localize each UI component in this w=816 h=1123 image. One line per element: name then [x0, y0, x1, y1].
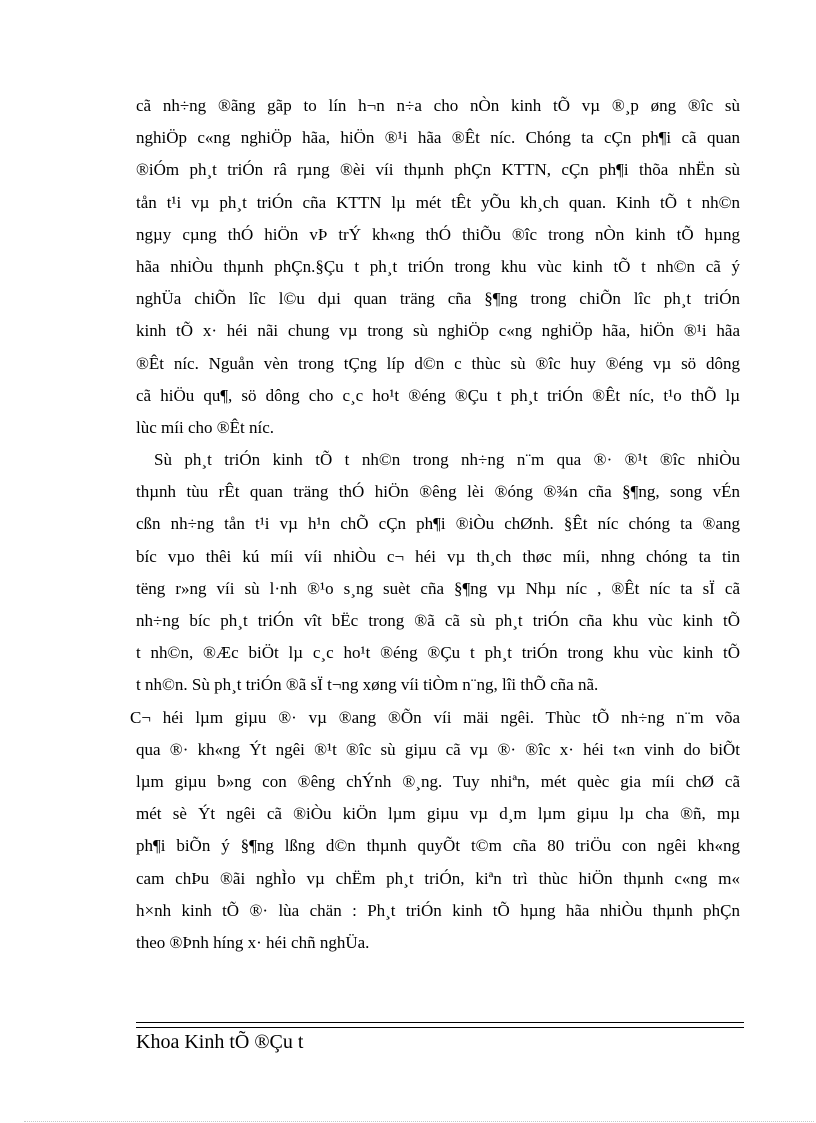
text-line: thµnh tùu rÊt quan träng thÓ hiÖn ®êng lèi ®óng ®¾n cña §¶ng, song vÉn — [136, 482, 740, 502]
text-line: cßn nh÷ng tån t¹i vµ h¹n chÕ cÇn ph¶i ®iÒu chØnh. §Êt níc chóng ta ®ang — [136, 514, 740, 534]
text-line: theo ®Þnh híng x· héi chñ nghÜa. — [136, 932, 370, 952]
text-line: lùc míi cho ®Êt níc. — [136, 417, 275, 437]
text-line: mét sè Ýt ngêi cã ®iÒu kiÖn lµm giµu vµ d¸m lµm giµu lµ cha ®ñ, mµ — [136, 804, 740, 824]
text-line: tëng r»ng víi sù l·nh ®¹o s¸ng suèt cña §¶ng vµ Nhµ níc , ®Êt níc ta sÏ cã — [136, 578, 740, 598]
text-line: lµm giµu b»ng con ®êng chÝnh ®¸ng. Tuy nhiªn, mét quèc gia míi chØ cã — [136, 771, 740, 791]
text-line: nh÷ng bíc ph¸t triÓn vît bËc trong ®ã cã sù ph¸t triÓn cña khu vùc kinh tÕ — [136, 611, 740, 630]
text-line: tån t¹i vµ ph¸t triÓn cña KTTN lµ mét tÊt yÕu kh¸ch quan. Kinh tÕ t nh©n — [136, 192, 740, 212]
text-line: nghÜa chiÕn lîc l©u dµi quan träng cña §¶ng trong chiÕn lîc ph¸t triÓn — [136, 289, 740, 309]
page-footer: Khoa Kinh tÕ ®Çu t — [136, 1031, 304, 1053]
text-line: kinh tÕ x· héi nãi chung vµ trong sù nghiÖp c«ng nghiÖp hãa, hiÖn ®¹i hãa — [136, 321, 740, 341]
text-line: cam chÞu ®ãi nghÌo vµ chËm ph¸t triÓn, kiªn trì thùc hiÖn thµnh c«ng m« — [136, 868, 740, 888]
text-line: cã nh÷ng ®ãng gãp to lín h¬n n÷a cho nÒn kinh tÕ vµ ®¸p øng ®îc sù — [136, 96, 740, 115]
text-line: h×nh kinh tÕ ®· lùa chän : Ph¸t triÓn kinh tÕ hµng hãa nhiÒu thµnh phÇn — [136, 900, 740, 920]
text-line: ngµy cµng thÓ hiÖn vÞ trÝ kh«ng thÓ thiÕu ®îc trong nÒn kinh tÕ hµng — [136, 224, 740, 244]
text-line: qua ®· kh«ng Ýt ngêi ®¹t ®îc sù giµu cã vµ ®· ®îc x· héi t«n vinh do biÕt — [136, 739, 740, 759]
text-line: Sù ph¸t triÓn kinh tÕ t nh©n trong nh÷ng n¨m qua ®· ®¹t ®îc nhiÒu — [154, 450, 740, 470]
text-line: ®iÓm ph¸t triÓn râ rµng ®èi víi thµnh phÇn KTTN, cÇn ph¶i thõa nhËn sù — [136, 160, 740, 180]
text-line: ph¶i biÕn ý §¶ng lßng d©n thµnh quyÕt t©m cña 80 triÖu con ngêi kh«ng — [136, 836, 740, 856]
text-line: cã hiÖu qu¶, sö dông cho c¸c ho¹t ®éng ®Çu t ph¸t triÓn ®Êt níc, t¹o thÕ lµ — [136, 385, 740, 405]
page-edge-divider — [24, 1121, 814, 1122]
text-line: hãa nhiÒu thµnh phÇn.§Çu t ph¸t triÓn trong khu vùc kinh tÕ t nh©n cã ý — [136, 256, 740, 276]
text-line: C¬ héi lµm giµu ®· vµ ®ang ®Õn víi mäi ngêi. Thùc tÕ nh÷ng n¨m võa — [130, 707, 740, 727]
text-line: t nh©n, ®Æc biÖt lµ c¸c ho¹t ®éng ®Çu t ph¸t triÓn trong khu vùc kinh tÕ — [136, 643, 740, 663]
text-line: bíc vµo thêi kú míi víi nhiÒu c¬ héi vµ th¸ch thøc míi, nhng chóng ta tin — [136, 546, 740, 566]
document-body — [130, 90, 740, 959]
text-line: ®Êt níc. Nguån vèn trong tÇng líp d©n c thùc sù ®îc huy ®éng vµ sö dông — [136, 353, 740, 373]
text-line: nghiÖp c«ng nghiÖp hãa, hiÖn ®¹i hãa ®Êt níc. Chóng ta cÇn ph¶i cã quan — [136, 128, 740, 148]
text-line: t nh©n. Sù ph¸t triÓn ®ã sÏ t¬ng xøng víi tiÒm n¨ng, lîi thÕ cña nã. — [136, 675, 599, 695]
